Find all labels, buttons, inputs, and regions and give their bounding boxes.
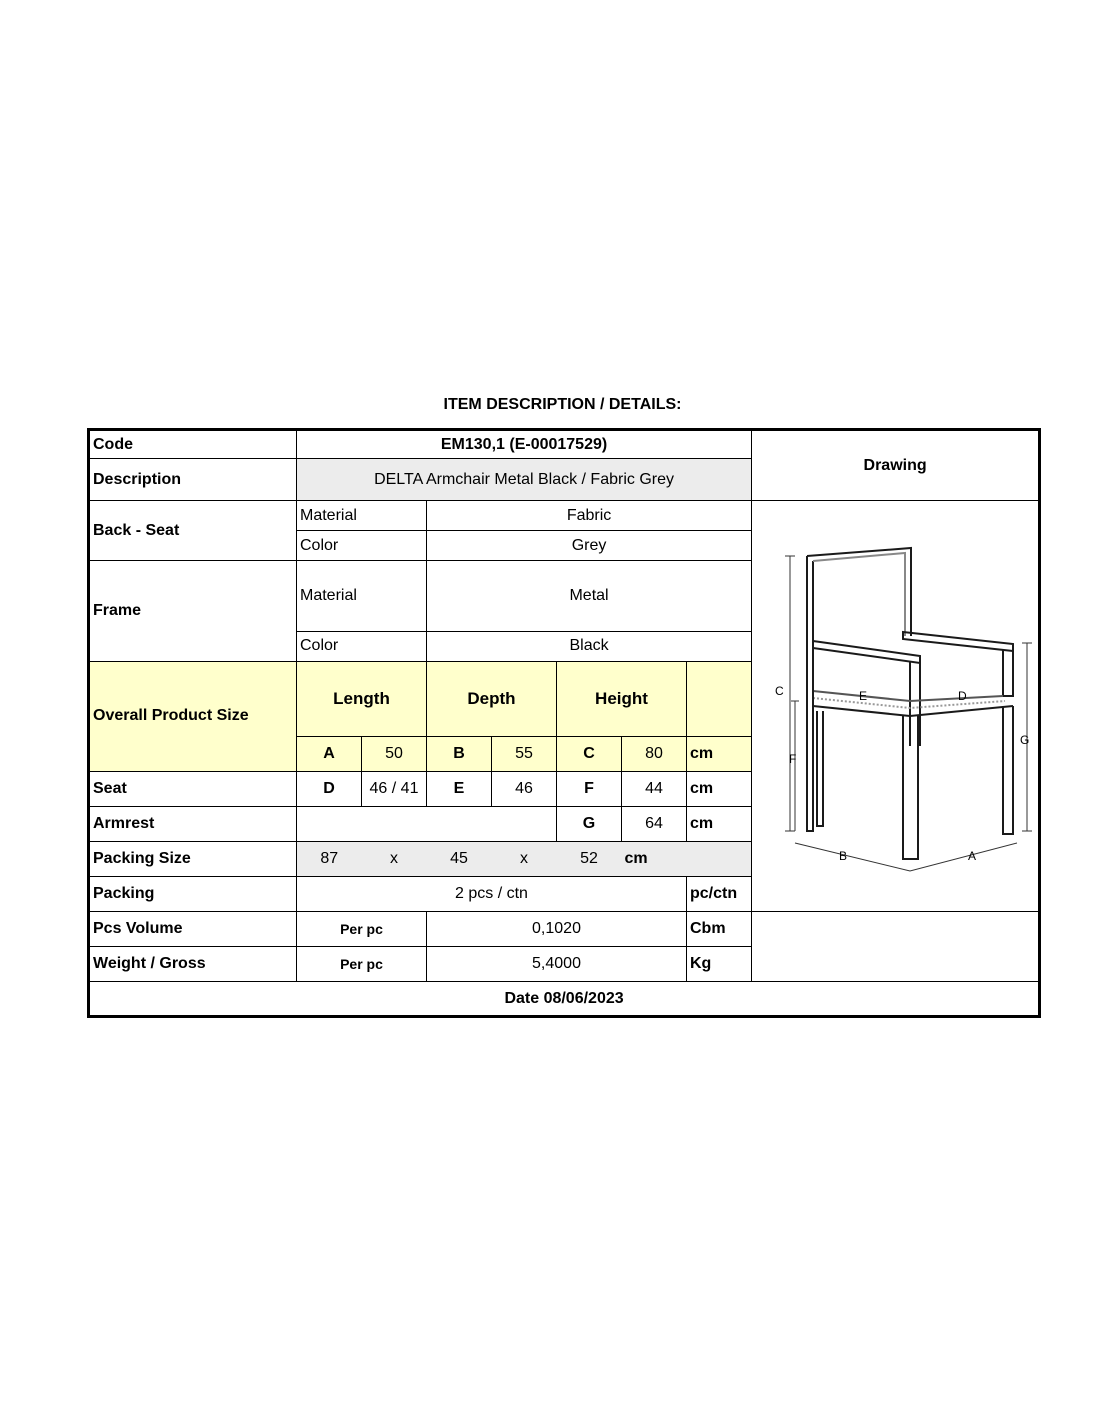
armrest-front-top <box>813 641 920 663</box>
leg-rear-left <box>807 676 813 831</box>
dim-a-label: A <box>297 737 362 772</box>
dim-d-value: 46 / 41 <box>362 772 427 807</box>
label-d: D <box>958 689 967 703</box>
armrest-blank <box>297 807 557 842</box>
volume-value: 0,1020 <box>427 912 687 947</box>
armrest-rear-support <box>1003 649 1013 696</box>
dim-d-label: D <box>297 772 362 807</box>
row-date <box>89 982 1040 1017</box>
backrest-outline <box>807 548 911 636</box>
description-value: DELTA Armchair Metal Black / Fabric Grey <box>297 459 752 501</box>
chair-drawing <box>752 501 1040 912</box>
leg-front-right <box>1003 706 1013 834</box>
volume-per: Per pc <box>297 912 427 947</box>
code-label: Code <box>89 430 297 459</box>
dim-b-label: B <box>427 737 492 772</box>
frame-color-value: Black <box>427 631 752 661</box>
label-b: B <box>839 849 848 863</box>
dim-c-label: C <box>557 737 622 772</box>
packing-size-height: 52 <box>557 842 622 877</box>
date-value: Date 08/06/2023 <box>89 982 1040 1017</box>
dim-e-value: 46 <box>492 772 557 807</box>
back-seat-label: Back - Seat <box>89 501 297 561</box>
armrest-unit: cm <box>687 807 752 842</box>
label-c: C <box>775 684 784 698</box>
back-seat-color-label: Color <box>297 531 427 561</box>
drawing-header: Drawing <box>752 430 1040 501</box>
label-g: G <box>1020 733 1030 747</box>
dim-a-value: 50 <box>362 737 427 772</box>
packing-unit: pc/ctn <box>687 877 752 912</box>
backrest-inner <box>813 553 905 636</box>
weight-unit: Kg <box>687 947 752 982</box>
code-value: EM130,1 (E-00017529) <box>297 430 752 459</box>
label-a: A <box>968 849 977 863</box>
frame-label: Frame <box>89 561 297 662</box>
leg-rear-inner <box>817 711 823 826</box>
weight-value: 5,4000 <box>427 947 687 982</box>
frame-material-value: Metal <box>427 561 752 632</box>
packing-size-x2: x <box>492 842 557 877</box>
page-title: ITEM DESCRIPTION / DETAILS: <box>443 396 682 413</box>
dim-b-value: 55 <box>492 737 557 772</box>
description-label: Description <box>89 459 297 501</box>
packing-size-width: 45 <box>427 842 492 877</box>
overall-blank <box>687 661 752 737</box>
back-seat-material-value: Fabric <box>427 501 752 531</box>
packing-label: Packing <box>89 877 297 912</box>
frame-material-label: Material <box>297 561 427 632</box>
packing-size-unit: cm <box>622 842 687 877</box>
row-back-seat-material <box>89 501 1040 531</box>
overall-unit: cm <box>687 737 752 772</box>
packing-size-x1: x <box>362 842 427 877</box>
frame-color-label: Color <box>297 631 427 661</box>
label-f: F <box>789 752 797 766</box>
dim-g-label: G <box>557 807 622 842</box>
volume-label: Pcs Volume <box>89 912 297 947</box>
back-seat-color-value: Grey <box>427 531 752 561</box>
seat-back-edge <box>813 691 1003 701</box>
overall-size-label: Overall Product Size <box>89 661 297 772</box>
dim-g-value: 64 <box>622 807 687 842</box>
packing-value: 2 pcs / ctn <box>297 877 687 912</box>
label-e: E <box>859 689 868 703</box>
seat-unit: cm <box>687 772 752 807</box>
packing-size-label: Packing Size <box>89 842 297 877</box>
back-seat-material-label: Material <box>297 501 427 531</box>
volume-unit: Cbm <box>687 912 752 947</box>
packing-size-length: 87 <box>297 842 362 877</box>
weight-label: Weight / Gross <box>89 947 297 982</box>
height-header: Height <box>557 661 687 737</box>
armrest-rear <box>903 632 1013 651</box>
length-header: Length <box>297 661 427 737</box>
dim-f-label: F <box>557 772 622 807</box>
row-code <box>89 430 1040 459</box>
dim-f-value: 44 <box>622 772 687 807</box>
dim-c-value: 80 <box>622 737 687 772</box>
packing-size-blank <box>687 842 752 877</box>
seat-label: Seat <box>89 772 297 807</box>
armrest-label: Armrest <box>89 807 297 842</box>
row-weight <box>89 947 1040 982</box>
row-volume <box>89 912 1040 947</box>
backrest-left-post <box>807 556 813 676</box>
weight-per: Per pc <box>297 947 427 982</box>
depth-header: Depth <box>427 661 557 737</box>
dim-e-label: E <box>427 772 492 807</box>
spec-table <box>87 428 1041 1018</box>
chair-drawing-svg <box>755 501 1040 911</box>
